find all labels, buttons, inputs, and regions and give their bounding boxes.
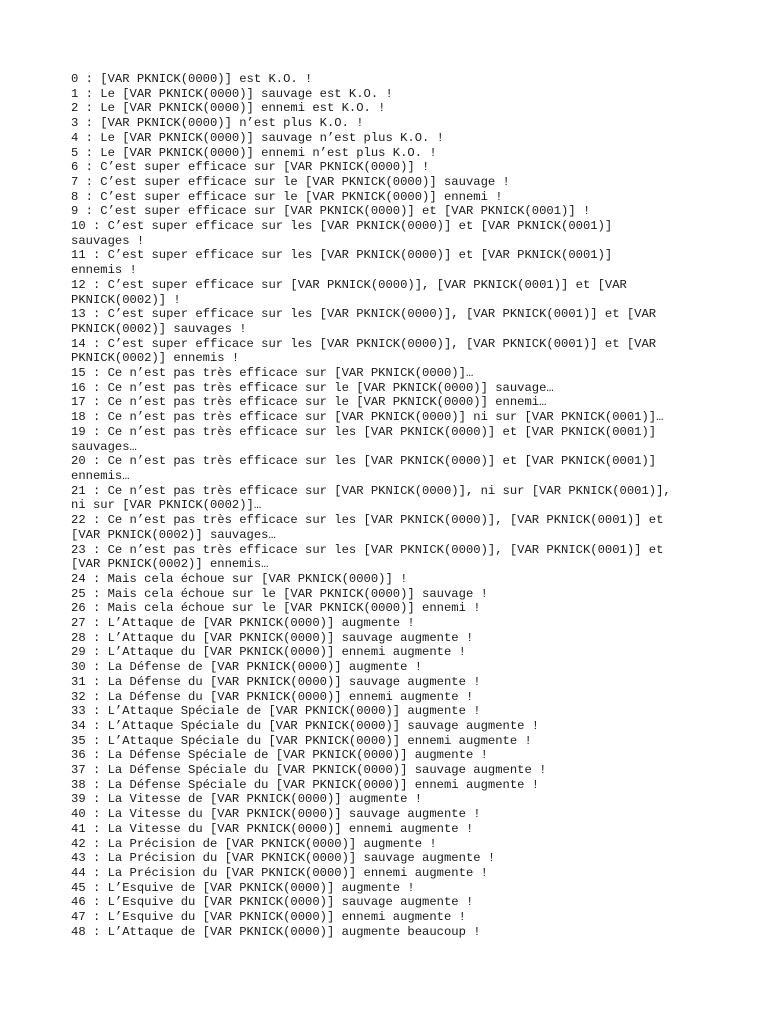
text-line: 48 : L’Attaque de [VAR PKNICK(0000)] augmente beaucoup ! — [71, 924, 481, 939]
text-line: 30 : La Défense de [VAR PKNICK(0000)] augmente ! — [71, 660, 423, 675]
text-line: 26 : Mais cela échoue sur le [VAR PKNICK(0000)] ennemi ! — [71, 601, 481, 616]
text-line: 25 : Mais cela échoue sur le [VAR PKNICK(0000)] sauvage ! — [71, 586, 488, 601]
text-line: 39 : La Vitesse de [VAR PKNICK(0000)] augmente ! — [71, 792, 423, 807]
text-line: 47 : L’Esquive du [VAR PKNICK(0000)] ennemi augmente ! — [71, 910, 466, 925]
text-line: 21 : Ce n’est pas très efficace sur [VAR PKNICK(0000)], ni sur [VAR PKNICK(0001)], ni sur [VAR PKNICK(0002)]… — [71, 483, 671, 513]
text-line: 5 : Le [VAR PKNICK(0000)] ennemi n’est plus K.O. ! — [71, 145, 437, 160]
text-line: 3 : [VAR PKNICK(0000)] n’est plus K.O. ! — [71, 116, 364, 131]
text-line: 32 : La Défense du [VAR PKNICK(0000)] ennemi augmente ! — [71, 689, 474, 704]
text-line: 31 : La Défense du [VAR PKNICK(0000)] sauvage augmente ! — [71, 674, 481, 689]
text-line: 29 : L’Attaque du [VAR PKNICK(0000)] ennemi augmente ! — [71, 645, 466, 660]
text-line: 19 : Ce n’est pas très efficace sur les [VAR PKNICK(0000)] et [VAR PKNICK(0001)] sauvages… — [71, 424, 657, 454]
text-line: 9 : C’est super efficace sur [VAR PKNICK(0000)] et [VAR PKNICK(0001)] ! — [71, 204, 591, 219]
text-line: 7 : C’est super efficace sur le [VAR PKNICK(0000)] sauvage ! — [71, 174, 510, 189]
text-line: 18 : Ce n’est pas très efficace sur [VAR PKNICK(0000)] ni sur [VAR PKNICK(0001)]… — [71, 410, 664, 425]
text-line: 35 : L’Attaque Spéciale du [VAR PKNICK(0000)] ennemi augmente ! — [71, 733, 532, 748]
text-line: 4 : Le [VAR PKNICK(0000)] sauvage n’est plus K.O. ! — [71, 130, 444, 145]
text-line: 13 : C’est super efficace sur les [VAR PKNICK(0000)], [VAR PKNICK(0001)] et [VAR PKNICK(0002)] sauvages ! — [71, 307, 657, 336]
text-line: 16 : Ce n’est pas très efficace sur le [VAR PKNICK(0000)] sauvage… — [71, 380, 554, 395]
text-line: 37 : La Défense Spéciale du [VAR PKNICK(0000)] sauvage augmente ! — [71, 763, 547, 778]
text-line: 46 : L’Esquive du [VAR PKNICK(0000)] sauvage augmente ! — [71, 895, 474, 910]
text-line: 15 : Ce n’est pas très efficace sur [VAR PKNICK(0000)]… — [71, 366, 474, 381]
text-line: 43 : La Précision du [VAR PKNICK(0000)] sauvage augmente ! — [71, 851, 496, 866]
text-line: 45 : L’Esquive de [VAR PKNICK(0000)] augmente ! — [71, 880, 415, 895]
text-line: 34 : L’Attaque Spéciale du [VAR PKNICK(0000)] sauvage augmente ! — [71, 718, 540, 733]
text-line: 1 : Le [VAR PKNICK(0000)] sauvage est K.O. ! — [71, 86, 393, 101]
text-line: 14 : C’est super efficace sur les [VAR PKNICK(0000)], [VAR PKNICK(0001)] et [VAR PKNICK(0002)] ennemis ! — [71, 336, 657, 366]
text-line: 22 : Ce n’est pas très efficace sur les [VAR PKNICK(0000)], [VAR PKNICK(0001)] et [VAR PKNICK(0002)] sauvages… — [71, 513, 664, 542]
text-line: 28 : L’Attaque du [VAR PKNICK(0000)] sauvage augmente ! — [71, 630, 474, 645]
text-line: 27 : L’Attaque de [VAR PKNICK(0000)] augmente ! — [71, 616, 415, 631]
text-line: 6 : C’est super efficace sur [VAR PKNICK(0000)] ! — [71, 160, 430, 175]
text-line: 10 : C’est super efficace sur les [VAR PKNICK(0000)] et [VAR PKNICK(0001)] sauvages ! — [71, 219, 613, 248]
text-line: 17 : Ce n’est pas très efficace sur le [VAR PKNICK(0000)] ennemi… — [71, 395, 547, 410]
text-line: 8 : C’est super efficace sur le [VAR PKNICK(0000)] ennemi ! — [71, 189, 503, 204]
text-line: 24 : Mais cela échoue sur [VAR PKNICK(0000)] ! — [71, 571, 408, 586]
text-line: 2 : Le [VAR PKNICK(0000)] ennemi est K.O. ! — [71, 101, 386, 116]
text-line: 11 : C’est super efficace sur les [VAR PKNICK(0000)] et [VAR PKNICK(0001)] ennemis ! — [71, 248, 613, 278]
text-line: 41 : La Vitesse du [VAR PKNICK(0000)] ennemi augmente ! — [71, 821, 474, 836]
text-line: 40 : La Vitesse du [VAR PKNICK(0000)] sauvage augmente ! — [71, 807, 481, 822]
text-line: 23 : Ce n’est pas très efficace sur les [VAR PKNICK(0000)], [VAR PKNICK(0001)] et [VAR PKNICK(0002)] ennemis… — [71, 542, 664, 572]
text-line: 42 : La Précision de [VAR PKNICK(0000)] augmente ! — [71, 836, 437, 851]
text-line: 38 : La Défense Spéciale du [VAR PKNICK(0000)] ennemi augmente ! — [71, 777, 540, 792]
text-line: 33 : L’Attaque Spéciale de [VAR PKNICK(0000)] augmente ! — [71, 704, 481, 719]
text-line: 0 : [VAR PKNICK(0000)] est K.O. ! — [71, 72, 313, 86]
text-line: 20 : Ce n’est pas très efficace sur les [VAR PKNICK(0000)] et [VAR PKNICK(0001)] ennemis… — [71, 454, 657, 483]
document-text-block — [71, 72, 711, 939]
text-line: 36 : La Défense Spéciale de [VAR PKNICK(0000)] augmente ! — [71, 748, 488, 763]
text-line: 12 : C’est super efficace sur [VAR PKNICK(0000)], [VAR PKNICK(0001)] et [VAR PKNICK(0002)] ! — [71, 277, 627, 307]
text-line: 44 : La Précision du [VAR PKNICK(0000)] ennemi augmente ! — [71, 865, 488, 880]
